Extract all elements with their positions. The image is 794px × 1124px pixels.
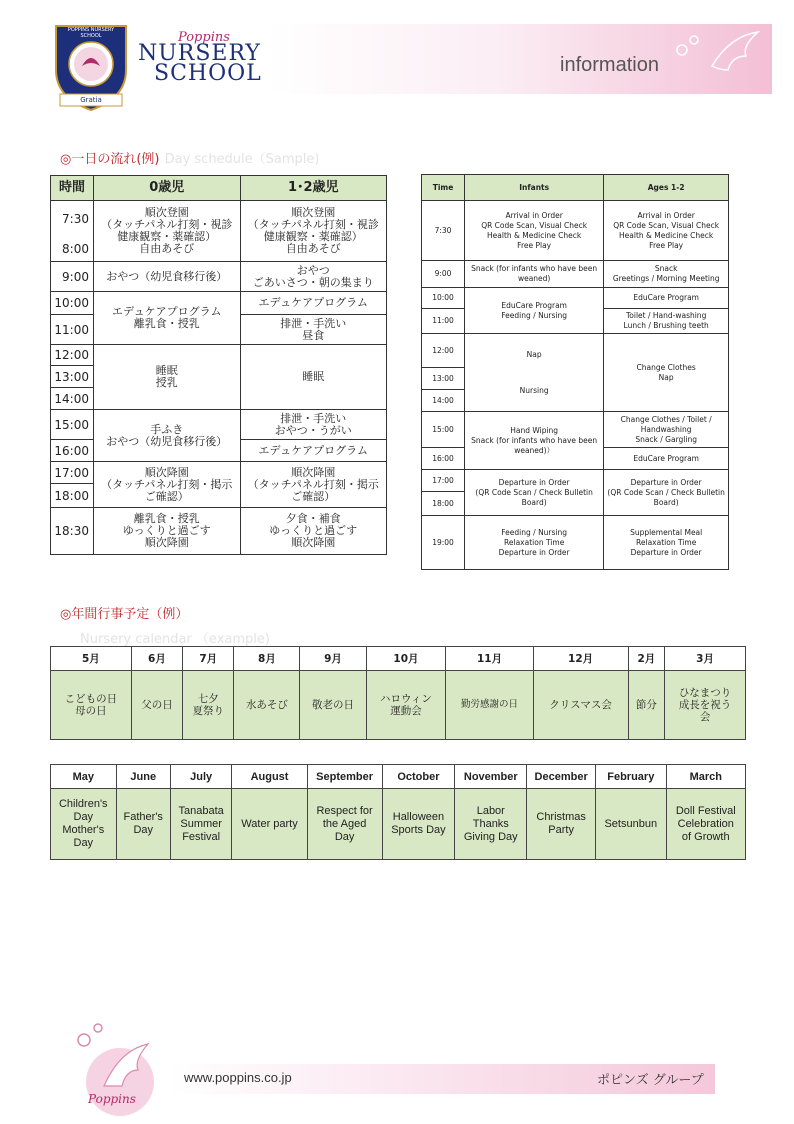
en-schedule-table xyxy=(421,174,729,570)
jp-cell: エデュケアプログラム xyxy=(240,440,387,462)
en-cell: Snack (for infants who have been weaned) xyxy=(465,261,604,288)
en-month: June xyxy=(116,765,170,789)
jp-cell: エデュケアプログラム xyxy=(240,292,387,315)
en-header-infants: Infants xyxy=(465,175,604,201)
en-cell: Feeding / Nursing Relaxation Time Departure in Order xyxy=(465,516,604,570)
jp-time: 11:00 xyxy=(51,315,94,345)
en-time: 14:00 xyxy=(422,390,465,412)
en-time: 19:00 xyxy=(422,516,465,570)
jp-time: 14:00 xyxy=(51,388,94,410)
en-month: October xyxy=(382,765,455,789)
jp-cell: おやつ ごあいさつ・朝の集まり xyxy=(240,262,387,292)
information-label: information xyxy=(560,54,659,76)
jp-time: 18:00 xyxy=(51,484,94,508)
en-cell: Arrival in Order QR Code Scan, Visual Check Health & Medicine Check Free Play xyxy=(604,201,729,261)
jp-cell: 順次降園 （タッチパネル打刻・掲示ご確認） xyxy=(94,462,241,508)
jp-event: クリスマス会 xyxy=(533,671,628,740)
jp-time: 15:00 xyxy=(51,410,94,440)
en-header-ages: Ages 1-2 xyxy=(604,175,729,201)
en-time: 16:00 xyxy=(422,448,465,470)
en-cell: Arrival in Order QR Code Scan, Visual Check Health & Medicine Check Free Play xyxy=(465,201,604,261)
jp-header-time: 時間 xyxy=(51,176,94,201)
brand-line2: SCHOOL xyxy=(154,61,262,86)
en-time: 12:00 xyxy=(422,334,465,368)
jp-time: 16:00 xyxy=(51,440,94,462)
en-event: Father's Day xyxy=(116,789,170,860)
jp-cell: 手ふき おやつ（幼児食移行後） xyxy=(94,410,241,462)
jp-time: 17:00 xyxy=(51,462,94,484)
en-event: Christmas Party xyxy=(527,789,596,860)
jp-time: 8:00 xyxy=(51,238,94,262)
en-month: February xyxy=(596,765,667,789)
jp-event: 節分 xyxy=(628,671,665,740)
jp-time: 10:00 xyxy=(51,292,94,315)
jp-header-infant: 0歳児 xyxy=(94,176,241,201)
jp-time: 12:00 xyxy=(51,345,94,366)
en-event: Setsunbun xyxy=(596,789,667,860)
jp-time: 18:30 xyxy=(51,508,94,555)
en-time: 17:00 xyxy=(422,470,465,492)
jp-month: 12月 xyxy=(533,647,628,671)
brand-wordmark xyxy=(138,30,262,90)
jp-month: 11月 xyxy=(446,647,533,671)
jp-event: こどもの日 母の日 xyxy=(51,671,132,740)
jp-event: ハロウィン 運動会 xyxy=(366,671,446,740)
calendar-subtitle: Nursery calendar （example) xyxy=(80,632,270,647)
en-cell: Snack Greetings / Morning Meeting xyxy=(604,261,729,288)
footer-website-link[interactable]: www.poppins.co.jp xyxy=(184,1070,292,1085)
jp-month: 5月 xyxy=(51,647,132,671)
en-calendar-table xyxy=(50,764,746,860)
en-time: 11:00 xyxy=(422,309,465,334)
day-schedule-heading xyxy=(60,148,319,167)
crest-top-text: POPPINS NURSERY SCHOOL xyxy=(67,27,115,39)
en-time: 13:00 xyxy=(422,368,465,390)
en-cell: Hand Wiping Snack (for infants who have been weaned)） xyxy=(465,412,604,470)
en-cell: Departure in Order (QR Code Scan / Check Bulletin Board) xyxy=(604,470,729,516)
jp-header-toddler: 1･2歳児 xyxy=(240,176,387,201)
jp-cell: 睡眠 授乳 xyxy=(94,345,241,410)
jp-month: 2月 xyxy=(628,647,665,671)
jp-time: 9:00 xyxy=(51,262,94,292)
jp-cell: 順次登園 （タッチパネル打刻・視診 健康観察・薬確認） 自由あそび xyxy=(240,201,387,262)
brand-line1: NURSERY xyxy=(138,41,261,66)
en-time: 9:00 xyxy=(422,261,465,288)
en-time: 7:30 xyxy=(422,201,465,261)
en-cell: Departure in Order (QR Code Scan / Check Bulletin Board) xyxy=(465,470,604,516)
en-month: December xyxy=(527,765,596,789)
jp-month: 8月 xyxy=(234,647,300,671)
en-month: March xyxy=(666,765,745,789)
jp-cell: 夕食・補食 ゆっくりと過ごす 順次降園 xyxy=(240,508,387,555)
en-cell: EduCare Program xyxy=(604,288,729,309)
en-event: Respect for the Aged Day xyxy=(307,789,382,860)
en-event: Tanabata Summer Festival xyxy=(170,789,232,860)
jp-time: 7:30 xyxy=(51,201,94,238)
en-month: May xyxy=(51,765,117,789)
jp-schedule-table xyxy=(50,175,387,555)
jp-event: 七夕 夏祭り xyxy=(183,671,234,740)
en-event: Halloween Sports Day xyxy=(382,789,455,860)
jp-event: 敬老の日 xyxy=(300,671,366,740)
jp-cell: 排泄・手洗い おやつ・うがい xyxy=(240,410,387,440)
jp-month: 10月 xyxy=(366,647,446,671)
en-cell: Change Clothes / Toilet / Handwashing Snack / Gargling xyxy=(604,412,729,448)
en-event: Children's Day Mother's Day xyxy=(51,789,117,860)
jp-cell: 順次登園 （タッチパネル打刻・視診 健康観察・薬確認） 自由あそび xyxy=(94,201,241,262)
jp-event: 水あそび xyxy=(234,671,300,740)
en-time: 10:00 xyxy=(422,288,465,309)
jp-cell: 離乳食・授乳 ゆっくりと過ごす 順次降園 xyxy=(94,508,241,555)
jp-month: 9月 xyxy=(300,647,366,671)
en-month: November xyxy=(455,765,527,789)
jp-month: 3月 xyxy=(665,647,746,671)
jp-month: 6月 xyxy=(131,647,182,671)
jp-calendar-table xyxy=(50,646,746,740)
day-schedule-subtitle: Day schedule（Sample) xyxy=(164,152,320,167)
jp-cell: 睡眠 xyxy=(240,345,387,410)
en-cell: Change Clothes Nap xyxy=(604,334,729,412)
day-schedule-title: ◎一日の流れ(例) xyxy=(60,152,160,167)
brand-small: Poppins xyxy=(178,30,230,45)
jp-event: 父の日 xyxy=(131,671,182,740)
en-event: Doll Festival Celebration of Growth xyxy=(666,789,745,860)
en-header-time: Time xyxy=(422,175,465,201)
jp-cell: 排泄・手洗い 昼食 xyxy=(240,315,387,345)
jp-cell: エデュケアプログラム 離乳食・授乳 xyxy=(94,292,241,345)
en-month: August xyxy=(232,765,307,789)
en-cell: Toilet / Hand-washing Lunch / Brushing teeth xyxy=(604,309,729,334)
en-time: 15:00 xyxy=(422,412,465,448)
jp-event: 勤労感謝の日 xyxy=(446,671,533,740)
footer-logo-script: Poppins xyxy=(88,1092,136,1106)
en-cell: EduCare Program xyxy=(604,448,729,470)
jp-time: 13:00 xyxy=(51,366,94,388)
en-cell: Nap Nursing xyxy=(465,334,604,412)
jp-event: ひなまつり 成長を祝う 会 xyxy=(665,671,746,740)
dove-icon xyxy=(672,26,768,88)
en-time: 18:00 xyxy=(422,492,465,516)
jp-cell: おやつ（幼児食移行後） xyxy=(94,262,241,292)
jp-cell: 順次降園 （タッチパネル打刻・掲示ご確認） xyxy=(240,462,387,508)
calendar-title: ◎年間行事予定（例） xyxy=(60,607,189,622)
en-cell: EduCare Program Feeding / Nursing xyxy=(465,288,604,334)
en-month: September xyxy=(307,765,382,789)
jp-month: 7月 xyxy=(183,647,234,671)
information-banner xyxy=(268,24,772,94)
crest-bottom-text: Gratia xyxy=(80,96,102,104)
en-event: Water party xyxy=(232,789,307,860)
en-event: Labor Thanks Giving Day xyxy=(455,789,527,860)
en-month: July xyxy=(170,765,232,789)
footer-group-name: ポピンズ グループ xyxy=(597,1073,704,1088)
brand-nursery xyxy=(138,41,262,86)
en-cell: Supplemental Meal Relaxation Time Departure in Order xyxy=(604,516,729,570)
